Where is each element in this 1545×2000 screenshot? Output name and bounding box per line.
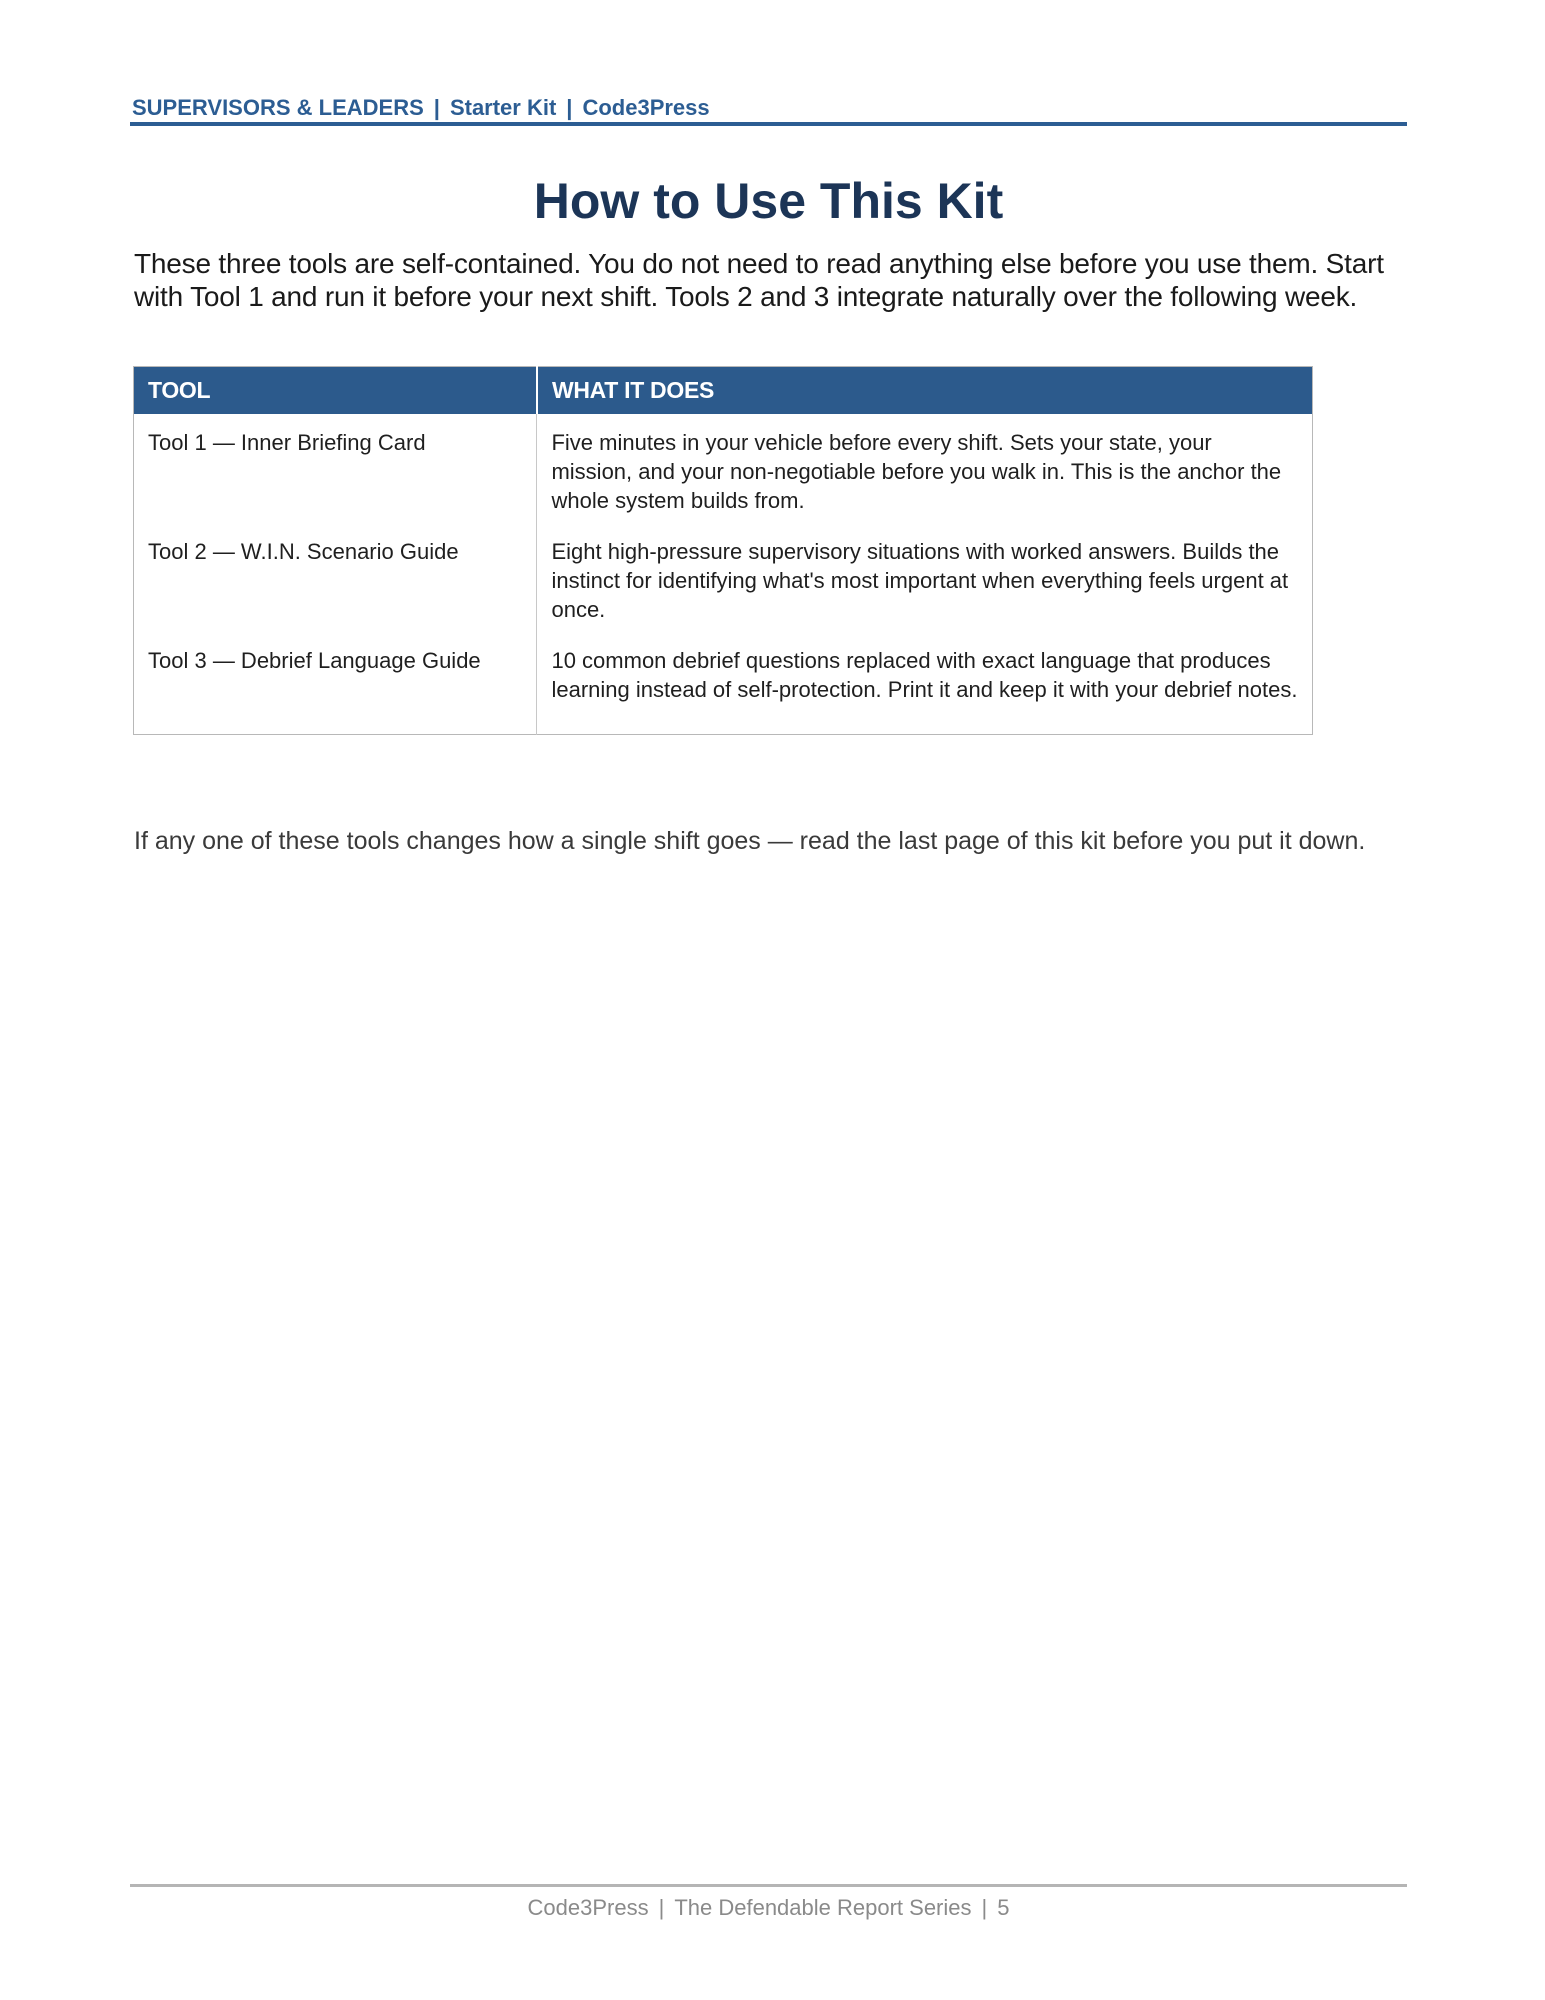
table-row [134, 632, 1313, 735]
footer-separator: | [981, 1895, 988, 1920]
table-row [134, 414, 1313, 523]
page-title: How to Use This Kit [533, 172, 1004, 229]
intro-paragraph: These three tools are self-contained. You do not need to read anything else before you use them. Start with Tool 1 and run it before your next shift. Tools 2 and 3 integrate naturally over the following week. [134, 248, 1384, 312]
header-separator: | [566, 95, 573, 120]
footer-publisher: Code3Press [527, 1895, 649, 1920]
column-header-what-it-does: WHAT IT DOES [537, 367, 1313, 415]
header-separator: | [433, 95, 440, 120]
tool-name-cell: Tool 2 — W.I.N. Scenario Guide [134, 523, 537, 632]
header-section: SUPERVISORS & LEADERS [132, 95, 424, 120]
table-row [134, 523, 1313, 632]
header-publisher: Code3Press [582, 95, 710, 120]
footer-series: The Defendable Report Series [674, 1895, 972, 1920]
tool-description-cell: Eight high-pressure supervisory situations with worked answers. Builds the instinct for identifying what's most important when everything feels urgent at once. [551, 539, 1289, 622]
tool-name-cell: Tool 3 — Debrief Language Guide [134, 632, 537, 735]
tool-description-cell: 10 common debrief questions replaced with exact language that produces learning instead of self-protection. Print it and keep it with your debrief notes. [551, 648, 1298, 702]
running-footer [130, 1895, 1407, 1921]
column-header-tool: TOOL [134, 367, 537, 415]
footer-rule [130, 1884, 1407, 1887]
page-number: 5 [997, 1895, 1010, 1920]
tool-name-cell: Tool 1 — Inner Briefing Card [134, 414, 537, 523]
closing-paragraph: If any one of these tools changes how a single shift goes — read the last page of this kit before you put it down. [134, 827, 1366, 855]
footer-separator: | [658, 1895, 665, 1920]
tools-table [133, 366, 1313, 735]
header-kit: Starter Kit [449, 95, 557, 120]
running-header [132, 95, 710, 121]
table-header-row [134, 367, 1313, 415]
tool-description-cell: Five minutes in your vehicle before every shift. Sets your state, your mission, and your non-negotiable before you walk in. This is the anchor the whole system builds from. [551, 430, 1282, 513]
header-rule [130, 122, 1407, 126]
